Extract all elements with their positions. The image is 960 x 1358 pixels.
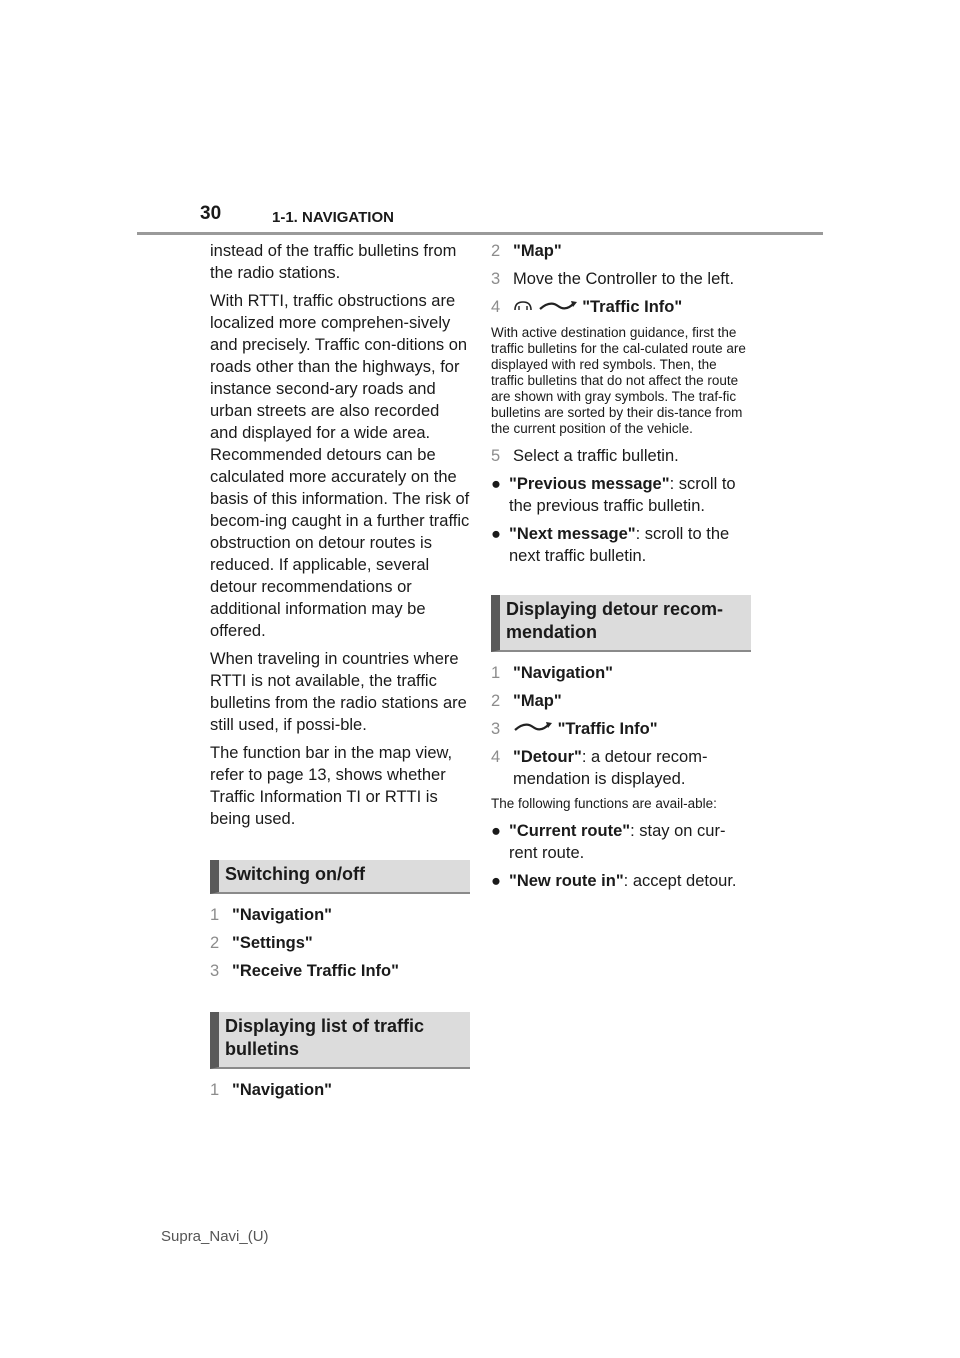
step-number: 4 [491, 748, 501, 767]
step-number: 3 [491, 719, 501, 738]
step-number: 3 [210, 962, 220, 980]
bullet-icon: ● [491, 474, 501, 493]
section-title: 1-1. NAVIGATION [272, 209, 394, 226]
traffic-list-icon [513, 297, 533, 319]
step-item [210, 1079, 470, 1101]
route-icon [513, 718, 553, 740]
bullet-icon: ● [491, 872, 501, 891]
step-item [210, 932, 470, 954]
paragraph: When traveling in countries where RTTI is not available, the traffic bulletins from the radio stations are still used, if possi-ble. [210, 650, 467, 734]
bullet-label: "Current route" [509, 822, 631, 841]
step-number: 1 [491, 663, 501, 682]
step-text: "Receive Traffic Info" [232, 962, 399, 980]
step-text: "Navigation" [232, 906, 332, 924]
step-text: "Map" [513, 242, 562, 260]
header-rule [137, 232, 823, 235]
step-item [491, 240, 751, 262]
step-number: 1 [210, 906, 220, 924]
paragraph: With RTTI, traffic obstructions are localized more comprehen-sively and precisely. Traffic con-ditions on roads other than the highways, for instance second-ary roads and urban streets are also recorded and displayed for a wide area. Recommended detours can be calculated more accurately on the basis of this information. The risk of becom-ing caught in a further traffic obstruction on detour routes is reduced. If applicable, several detour recommendations or additional information may be offered. [210, 292, 470, 640]
step-number: 5 [491, 446, 501, 465]
step-text: "Settings" [232, 934, 313, 952]
bullet-label: "Next message" [509, 524, 636, 543]
step-text: "Navigation" [513, 663, 613, 682]
step-item [491, 445, 751, 467]
route-icon [538, 297, 578, 319]
bullet-icon: ● [491, 524, 501, 543]
paragraph: instead of the traffic bulletins from the radio stations. [210, 242, 457, 282]
step-item [491, 690, 751, 712]
bullet-text: : accept detour. [623, 872, 737, 891]
step-text: "Map" [513, 691, 562, 710]
bullet-text: : scroll to the previous traffic bulletin. [509, 474, 736, 515]
step-number: 4 [491, 298, 501, 316]
right-column [491, 240, 751, 898]
page-footer: Supra_Navi_(U) [161, 1228, 269, 1245]
bullet-item [491, 870, 751, 892]
step-item [491, 662, 751, 684]
step-number: 2 [491, 691, 501, 710]
step-number: 2 [210, 934, 220, 952]
bullet-label: "Previous message" [509, 474, 670, 493]
subheading-list: Displaying list of traffic bulletins [210, 1012, 470, 1069]
note-text: The following functions are avail-able: [491, 796, 717, 812]
bullet-label: "New route in" [509, 872, 624, 891]
step-label: "Detour" [513, 748, 582, 767]
step-text: : a detour recom-mendation is displayed. [513, 748, 708, 789]
page-number: 30 [200, 203, 222, 224]
step-item [491, 718, 751, 741]
subheading-detour: Displaying detour recom-mendation [491, 595, 751, 652]
step-text: Move the Controller to the left. [513, 270, 735, 288]
step-text: "Traffic Info" [582, 298, 683, 316]
bullet-item [491, 473, 751, 517]
subheading-switching: Switching on/off [210, 860, 470, 894]
step-text: "Traffic Info" [557, 719, 658, 738]
step-item [491, 746, 751, 790]
bullet-text: : stay on cur-rent route. [509, 822, 726, 863]
bullet-item [491, 523, 751, 567]
step-item [491, 296, 751, 319]
step-text: "Navigation" [232, 1081, 332, 1099]
bullet-text: : scroll to the next traffic bulletin. [509, 524, 730, 565]
step-item [491, 268, 751, 290]
step-item [210, 904, 470, 926]
bullet-icon: ● [491, 822, 501, 841]
paragraph: The function bar in the map view, refer to page 13, shows whether Traffic Information TI or RTTI is being used. [210, 744, 453, 828]
bullet-item [491, 820, 751, 864]
step-item [210, 960, 470, 982]
step-number: 2 [491, 242, 501, 260]
note-text: With active destination guidance, first the traffic bulletins for the cal-culated route are displayed with red symbols. Then, the traffic bulletins that do not affect the route are shown with gray symbols. The traf-fic bulletins are sorted by their dis-tance from the current position of the vehicle. [491, 324, 746, 436]
step-number: 3 [491, 270, 501, 288]
left-column [210, 240, 470, 1107]
step-text: Select a traffic bulletin. [513, 446, 679, 465]
step-number: 1 [210, 1081, 220, 1099]
